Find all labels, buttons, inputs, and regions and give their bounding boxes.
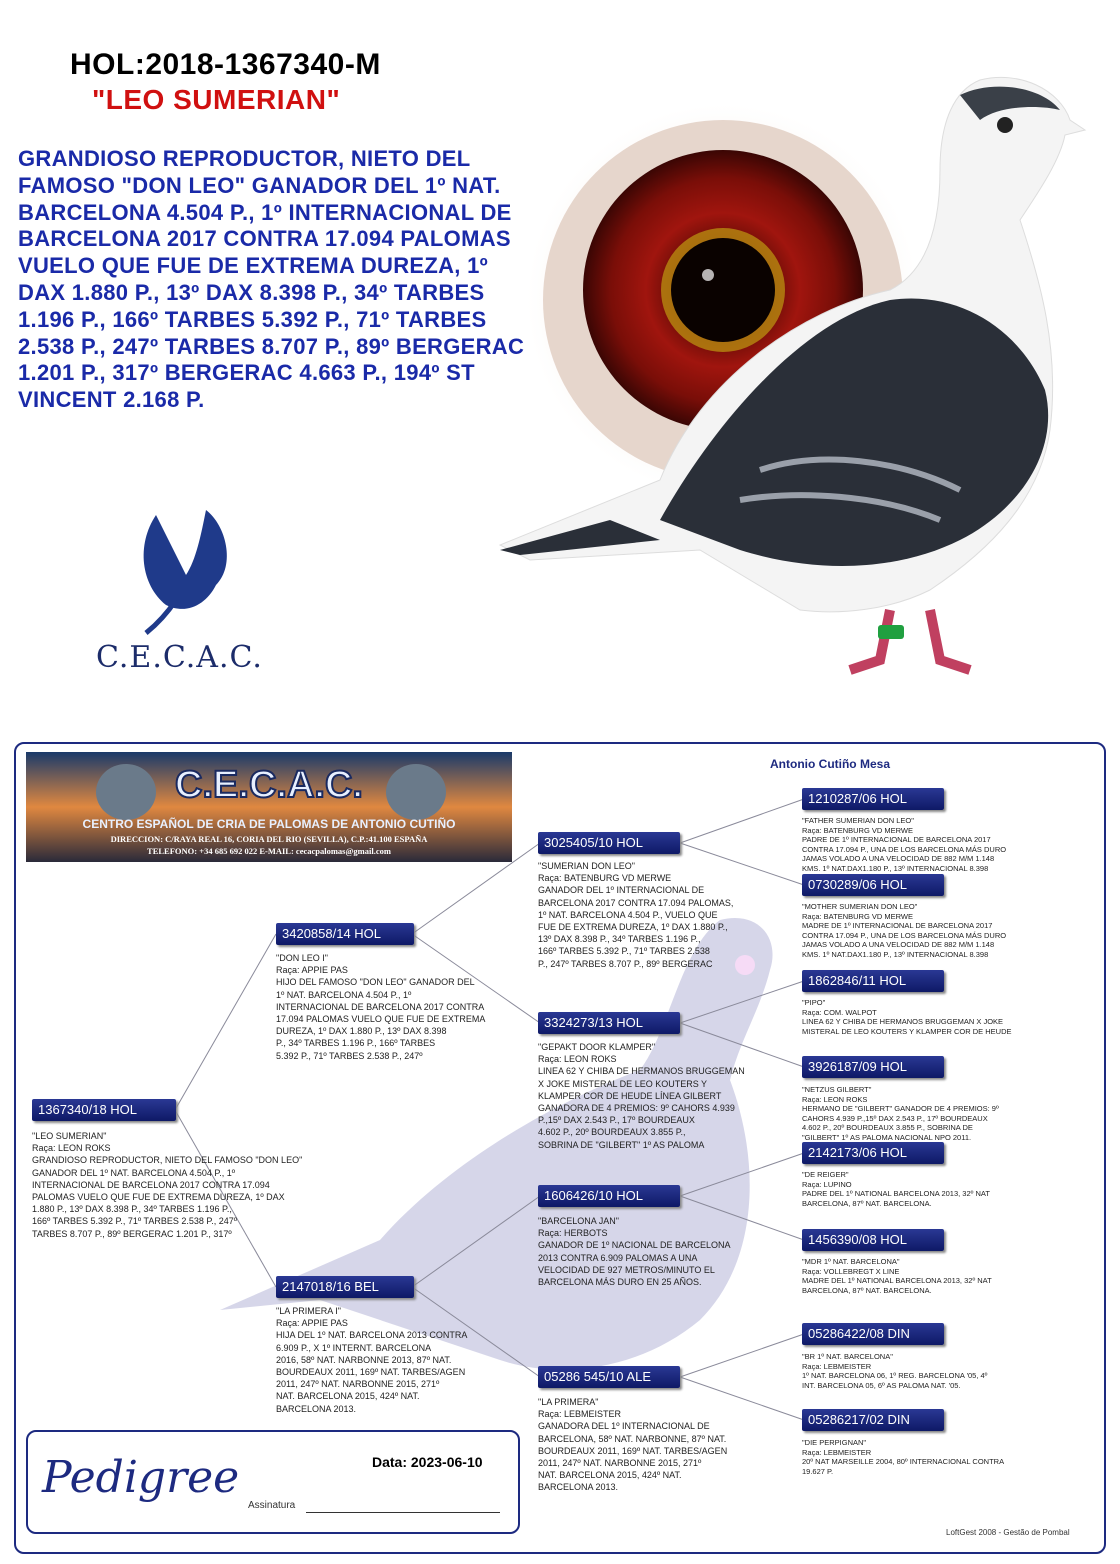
ggp-mfm-info: "MDR 1º NAT. BARCELONA" Raça: VOLLEBREGT X LINE MADRE DEL 1º NATIONAL BARCELONA 2013, 32º NAT BARCELONA, 87º NAT. BARCELONA. (802, 1257, 992, 1295)
cecac-logo-text: C.E.C.A.C. (96, 640, 263, 675)
bird-description: GRANDIOSO REPRODUCTOR, NIETO DEL FAMOSO "DON LEO" GANADOR DEL 1º NAT. BARCELONA 4.504 P., 1º INTERNACIONAL DE BARCELONA 2017 CONTRA 17.094 PALOMAS VUELO QUE FUE DE EXTREMA DUREZA, 1º DAX 1.880 P., 13º DAX 8.398 P., 34º TARBES 1.196 P., 166º TARBES 5.392 P., 71º TARBES 2.538 P., 247º TARBES 8.707 P., 89º BERGERAC 1.201 P., 317º BERGERAC 4.663 P., 194º ST VINCENT 2.168 P. (18, 146, 525, 413)
father-info: "DON LEO I" Raça: APPIE PAS HIJO DEL FAMOSO "DON LEO" GANADOR DEL 1º NAT. BARCELONA 4.504 P., 1º INTERNACIONAL DE BARCELONA 2017 CONTRA 17.094 PALOMAS VUELO QUE FUE DE EXTREMA DUREZA, 1º DAX 1.880 P., 13º DAX 8.398 P., 34º TARBES 1.196 P., 166º TARBES 5.392 P., 71º TARBES 2.538 P., 247º (276, 953, 486, 1061)
ggp-mmf-ring-box: 05286422/08 DIN (802, 1323, 944, 1345)
banner-title: C.E.C.A.C. (175, 764, 363, 806)
owner-name: Antonio Cutiño Mesa (770, 757, 890, 771)
banner-contact: TELEFONO: +34 685 692 022 E-MAIL: cecacpalomas@gmail.com (147, 846, 391, 856)
ggp-fmf-ring-box: 1862846/11 HOL (802, 970, 944, 992)
ggp-ffm-info: "MOTHER SUMERIAN DON LEO" Raça: BATENBURG VD MERWE MADRE DE 1º INTERNACIONAL DE BARCELONA 2017 CONTRA 17.094 P., UNA DE LOS BARCELONA MÁS DURO JAMAS VOLADO A UNA VELOCIDAD DE 882 M/M 1.148 KMS. 1º NAT.DAX1.180 P., 13º INTERNACIONAL 8.398 (802, 902, 1007, 959)
mother-ring-box: 2147018/16 BEL (276, 1276, 414, 1298)
ggp-fff-ring-box: 1210287/06 HOL (802, 788, 944, 810)
mother-info: "LA PRIMERA I" Raça: APPIE PAS HIJA DEL 1º NAT. BARCELONA 2013 CONTRA 6.909 P., X 1º INTERNT. BARCELONA 2016, 58º NAT. NARBONNE 2013, 87º NAT. BOURDEAUX 2011, 169º NAT. TARBES/AGEN 2011, 247º NAT. NARBONNE 2015, 271º NAT. BARCELONA 2015, 424º NAT. BARCELONA 2013. (276, 1306, 468, 1414)
ggp-mff-ring-box: 2142173/06 HOL (802, 1142, 944, 1164)
maternal-grandmother-ring-box: 05286 545/10 ALE (538, 1366, 680, 1388)
signature-label: Assinatura (248, 1500, 296, 1511)
ring-number-title: HOL:2018-1367340-M (70, 48, 381, 81)
subject-info: "LEO SUMERIAN" Raça: LEON ROKS GRANDIOSO REPRODUCTOR, NIETO DEL FAMOSO "DON LEO" GANADOR DEL 1º NAT. BARCELONA 4.504 P., 1º INTERNACIONAL DE BARCELONA 2017 CONTRA 17.094 PALOMAS VUELO QUE FUE DE EXTREMA DUREZA, 1º DAX 1.880 P., 13º DAX 8.398 P., 34º TARBES 1.196 P., 166º TARBES 5.392 P., 71º TARBES 2.538 P., 247º TARBES 8.707 P., 89º BERGERAC 1.201 P., 317º (32, 1131, 303, 1239)
father-ring-box: 3420858/14 HOL (276, 923, 414, 945)
ggp-mmm-info: "DIE PERPIGNAN" Raça: LEBMEISTER 20º NAT MARSEILLE 2004, 80º INTERNACIONAL CONTRA 19.627 P. (802, 1438, 1005, 1476)
ggp-mff-info: "DE REIGER" Raça: LUPINO PADRE DEL 1º NATIONAL BARCELONA 2013, 32º NAT BARCELONA, 87º NAT. BARCELONA. (802, 1170, 990, 1208)
maternal-grandmother-info: "LA PRIMERA" Raça: LEBMEISTER GANADORA DEL 1º INTERNACIONAL DE BARCELONA, 58º NAT. NARBONNE, 87º NAT. BOURDEAUX 2011, 169º NAT. TARBES/AGEN 2011, 247º NAT. NARBONNE 2015, 271º NAT. BARCELONA 2015, 424º NAT. BARCELONA 2013. (538, 1397, 728, 1493)
banner-subtitle: CENTRO ESPAÑOL DE CRIA DE PALOMAS DE ANTONIO CUTIÑO (82, 817, 456, 831)
paternal-grandfather-info: "SUMERIAN DON LEO" Raça: BATENBURG VD MERWE GANADOR DEL 1º INTERNACIONAL DE BARCELONA 2017 CONTRA 17.094 PALOMAS, 1º NAT. BARCELONA 4.504 P., VUELO QUE FUE DE EXTREMA DUREZA, 1º DAX 1.880 P., 13º DAX 8.398 P., 34º TARBES 1.196 P., 166º TARBES 5.392 P., 71º TARBES 2.538 P., 247º TARBES 8.707 P., 89º BERGERAC (538, 861, 734, 969)
ggp-fmm-ring-box: 3926187/09 HOL (802, 1056, 944, 1078)
ggp-mmm-ring-box: 05286217/02 DIN (802, 1409, 944, 1431)
ggp-ffm-ring-box: 0730289/06 HOL (802, 874, 944, 896)
ggp-fff-info: "FATHER SUMERIAN DON LEO" Raça: BATENBURG VD MERWE PADRE DE 1º INTERNACIONAL DE BARCELONA 2017 CONTRA 17.094 P., UNA DE LOS BARCELONA MÁS DURO JAMAS VOLADO A UNA VELOCIDAD DE 882 M/M 1.148 KMS. 1º NAT.DAX1.180 P., 13º INTERNACIONAL 8.398 (802, 816, 1007, 873)
pedigree-logo: Pedigree (42, 1452, 240, 1503)
paternal-grandfather-ring-box: 3025405/10 HOL (538, 832, 680, 854)
software-footer: LoftGest 2008 - Gestão de Pombal (946, 1528, 1070, 1537)
ggp-mfm-ring-box: 1456390/08 HOL (802, 1229, 944, 1251)
paternal-grandmother-ring-box: 3324273/13 HOL (538, 1012, 680, 1034)
paternal-grandmother-info: "GEPAKT DOOR KLAMPER" Raça: LEON ROKS LINEA 62 Y CHIBA DE HERMANOS BRUGGEMAN X JOKE MISTERAL DE LEO KOUTERS Y KLAMPER COR DE HEUDE LÍNEA GILBERT GANADORA DE 4 PREMIOS: 9º CAHORS 4.939 P.,15º DAX 2.543 P., 17º BOURDEAUX 4.602 P., 20º BOURDEAUX 3.855 P., SOBRINA DE "GILBERT" 1º AS PALOMA (538, 1042, 745, 1150)
date-label: Data: 2023-06-10 (372, 1454, 483, 1470)
ggp-fmf-info: "PIPO" Raça: COM. WALPOT LINEA 62 Y CHIBA DE HERMANOS BRUGGEMAN X JOKE MISTERAL DE LEO KOUTERS Y KLAMPER COR DE HEUDE (802, 998, 1012, 1036)
ggp-mmf-info: "BR 1º NAT. BARCELONA" Raça: LEBMEISTER 1º NAT. BARCELONA 06, 1º REG. BARCELONA '05, 4º INT. BARCELONA 05, 6º AS PALOMA NAT. '05. (802, 1352, 988, 1390)
bird-name-title: "LEO SUMERIAN" (92, 84, 341, 115)
maternal-grandfather-ring-box: 1606426/10 HOL (538, 1185, 680, 1207)
maternal-grandfather-info: "BARCELONA JAN" Raça: HERBOTS GANADOR DE 1º NACIONAL DE BARCELONA 2013 CONTRA 6.909 PALOMAS A UNA VELOCIDAD DE 927 METROS/MINUTO EL BARCELONA MÁS DURO EN 25 AÑOS. (538, 1216, 731, 1288)
subject-ring-box: 1367340/18 HOL (32, 1099, 176, 1121)
banner-address: DIRECCION: C/RAYA REAL 16, CORIA DEL RIO (SEVILLA), C.P.:41.100 ESPAÑA (110, 834, 428, 844)
signature-line[interactable] (306, 1512, 500, 1513)
ggp-fmm-info: "NETZUS GILBERT" Raça: LEON ROKS HERMANO DE "GILBERT" GANADOR DE 4 PREMIOS: 9º CAHORS 4.939 P.,15º DAX 2.543 P., 17º BOURDEAUX 4.602 P., 20º BOURDEAUX 3.855 P., SOBRINA DE "GILBERT" 1º AS PALOMA NACIONAL NPO 2011. (802, 1085, 999, 1142)
